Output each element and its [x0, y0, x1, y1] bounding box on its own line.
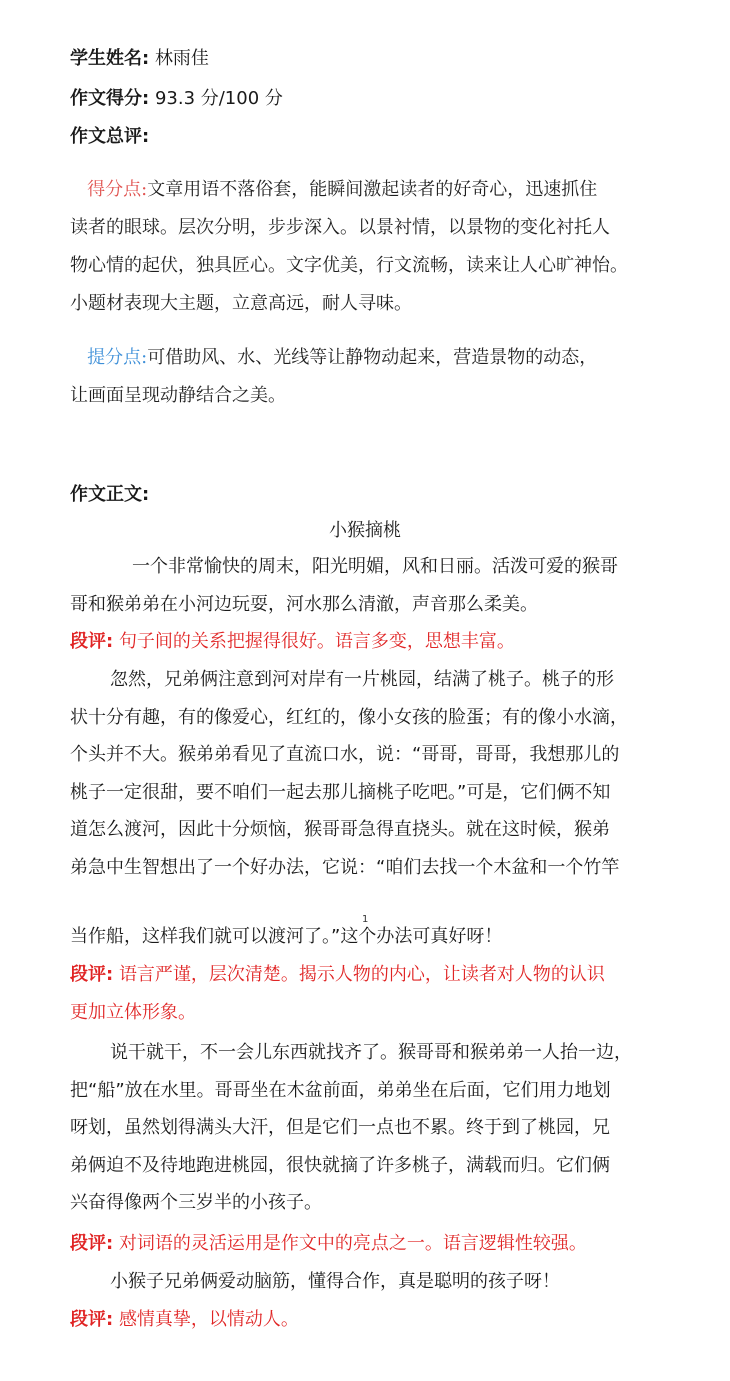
comment-4 [70, 1301, 299, 1339]
para2-line-3: 个头并不大。猴弟弟看见了直流口水，说：“哥哥，哥哥，我想那儿的 [70, 744, 620, 765]
score-label: 作文得分: [70, 88, 150, 109]
para1-line-1: 一个非常愉快的周末，阳光明媚，风和日丽。活泼可爱的猴哥 [132, 556, 618, 577]
para2-line-5: 道怎么渡河，因此十分烦恼，猴哥哥急得直挠头。就在这时候，猴弟 [70, 819, 610, 840]
comment-1-label: 段评: [70, 631, 114, 652]
para2-line-6: 弟急中生智想出了一个好办法，它说：“咱们去找一个木盆和一个竹竿 [70, 856, 620, 878]
summary-heading [70, 122, 149, 148]
strengths-line-1 [70, 171, 670, 209]
score-value: 93.3 分/100 分 [154, 88, 283, 109]
strengths-key: 得分点: [87, 179, 148, 200]
comment-2 [70, 956, 605, 1031]
summary-label: 作文总评: [70, 126, 150, 147]
paragraph-4 [70, 1263, 670, 1301]
body-label: 作文正文: [70, 484, 150, 505]
strengths-line-2: 读者的眼球。层次分明，步步深入。以景衬情，以景物的变化衬托人 [70, 217, 610, 238]
comment-3-label: 段评: [70, 1233, 114, 1254]
comment-2-line-1 [70, 956, 605, 994]
improve-line-2: 让画面呈现动静结合之美。 [70, 385, 286, 406]
comment-3 [70, 1225, 587, 1263]
para2-line-1: 忽然，兄弟俩注意到河对岸有一片桃园，结满了桃子。桃子的形 [110, 669, 614, 690]
para3-line-3: 呀划，虽然划得满头大汗，但是它们一点也不累。终于到了桃园，兄 [70, 1117, 610, 1138]
paragraph-2 [70, 661, 670, 886]
para3-line-5: 兴奋得像两个三岁半的小孩子。 [70, 1192, 322, 1213]
body-heading [70, 480, 149, 506]
comment-2-label: 段评: [70, 964, 114, 985]
para1-line-2: 哥和猴弟弟在小河边玩耍，河水那么清澈，声音那么柔美。 [70, 593, 538, 615]
para3-line-2: 把“船”放在水里。哥哥坐在木盆前面，弟弟坐在后面，它们用力地划 [70, 1079, 611, 1101]
paragraph-2-tail [70, 918, 670, 956]
para2-tail-line: 当作船，这样我们就可以渡河了。”这个办法可真好呀！ [70, 926, 503, 947]
comment-3-text: 对词语的灵活运用是作文中的亮点之一。语言逻辑性较强。 [118, 1233, 587, 1254]
essay-title: 小猴摘桃 [329, 520, 401, 541]
strengths-block [70, 171, 670, 323]
improve-key: 提分点: [87, 347, 148, 368]
footnote-marker: 1 [362, 914, 369, 925]
comment-1-text: 句子间的关系把握得很好。语言多变，思想丰富。 [118, 631, 515, 652]
comment-2-text-2: 更加立体形象。 [70, 1001, 196, 1023]
strengths-line-4: 小题材表现大主题，立意高远，耐人寻味。 [70, 293, 412, 314]
score-line [70, 84, 283, 110]
paragraph-1 [70, 548, 670, 623]
strengths-text-1: 文章用语不落俗套，能瞬间激起读者的好奇心，迅速抓住 [147, 179, 598, 200]
strengths-line-3: 物心情的起伏，独具匠心。文字优美，行文流畅，读来让人心旷神怡。 [70, 255, 628, 276]
comment-1 [70, 623, 515, 661]
para3-line-4: 弟俩迫不及待地跑进桃园，很快就摘了许多桃子，满载而归。它们俩 [70, 1154, 610, 1176]
improve-line-1 [70, 339, 670, 377]
para2-line-4: 桃子一定很甜，要不咱们一起去那儿摘桃子吃吧。”可是，它们俩不知 [70, 781, 611, 803]
improve-text-1: 可借助风、水、光线等让静物动起来，营造景物的动态， [147, 347, 598, 368]
para3-line-1: 说干就干，不一会儿东西就找齐了。猴哥哥和猴弟弟一人抬一边， [110, 1042, 632, 1063]
para2-line-2: 状十分有趣，有的像爱心，红红的，像小女孩的脸蛋；有的像小水滴， [70, 706, 628, 728]
improve-block [70, 339, 670, 415]
paragraph-3 [70, 1034, 670, 1222]
student-name-value: 林雨佳 [154, 48, 209, 69]
para4-line-1: 小猴子兄弟俩爱动脑筋，懂得合作，真是聪明的孩子呀！ [110, 1271, 560, 1292]
comment-4-label: 段评: [70, 1309, 114, 1330]
comment-2-text-1: 语言严谨，层次清楚。揭示人物的内心，让读者对人物的认识 [118, 964, 605, 985]
student-name-line [70, 44, 209, 70]
student-name-label: 学生姓名: [70, 48, 150, 69]
comment-4-text: 感情真挚，以情动人。 [118, 1309, 299, 1330]
